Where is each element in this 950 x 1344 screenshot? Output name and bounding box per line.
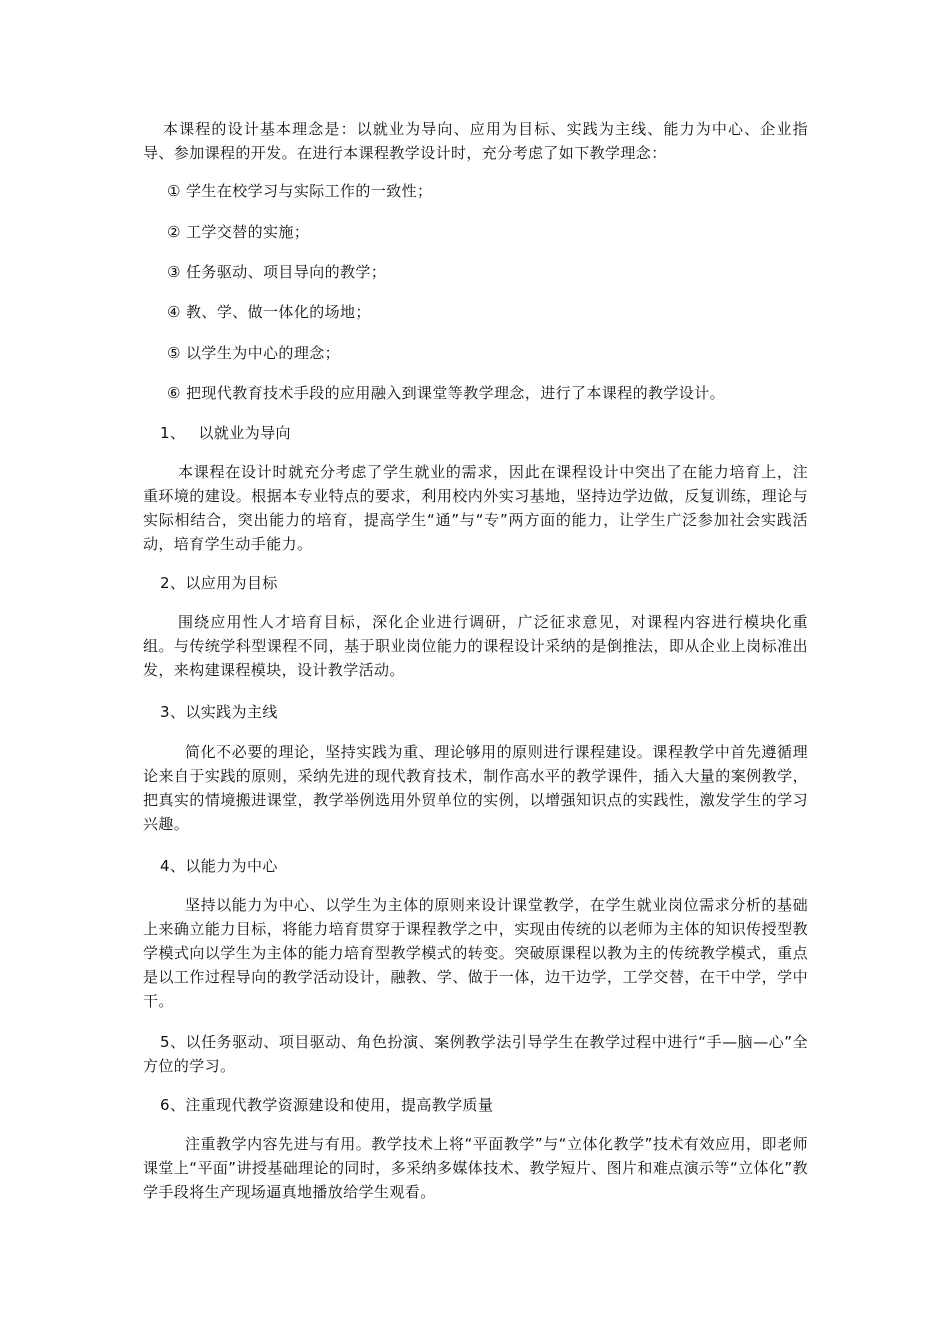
section-1-body: 本课程在设计时就充分考虑了学生就业的需求，因此在课程设计中突出了在能力培育上，注重环境的建设。根据本专业特点的要求，利用校内外实习基地，坚持边学边做，反复训练，理论与实际相结合，突出能力的培育，提高学生“通”与“专”两方面的能力，让学生广泛参加社会实践活动，培育学生动手能力。	[143, 463, 808, 553]
section-2-heading: 2、以应用为目标	[160, 574, 278, 592]
principle-2: ② 工学交替的实施；	[167, 223, 310, 241]
principle-5: ⑤ 以学生为中心的理念；	[167, 344, 341, 362]
principle-1: ① 学生在校学习与实际工作的一致性；	[167, 182, 433, 200]
intro-paragraph: 本课程的设计基本理念是：以就业为导向、应用为目标、实践为主线、能力为中心、企业指导、参加课程的开发。在进行本课程教学设计时，充分考虑了如下教学理念：	[143, 120, 808, 162]
section-3-body: 简化不必要的理论，坚持实践为重、理论够用的原则进行课程建设。课程教学中首先遵循理论来自于实践的原则，采纳先进的现代教育技术，制作高水平的教学课件，插入大量的案例教学，把真实的情境搬进课堂，教学举例选用外贸单位的实例，以增强知识点的实践性，激发学生的学习兴趣。	[143, 743, 808, 833]
section-4-heading: 4、以能力为中心	[160, 857, 278, 875]
section-6-heading: 6、注重现代教学资源建设和使用，提高教学质量	[160, 1096, 494, 1114]
section-3-heading: 3、以实践为主线	[160, 703, 278, 721]
section-5-heading: 5、以任务驱动、项目驱动、角色扮演、案例教学法引导学生在教学过程中进行“手—脑—心”全方位的学习。	[143, 1033, 808, 1075]
principle-6: ⑥ 把现代教育技术手段的应用融入到课堂等教学理念，进行了本课程的教学设计。	[167, 384, 726, 402]
section-6-body: 注重教学内容先进与有用。教学技术上将“平面教学”与“立体化教学”技术有效应用，即老师课堂上“平面”讲授基础理论的同时，多采纳多媒体技术、教学短片、图片和难点演示等“立体化”教学手段将生产现场逼真地播放给学生观看。	[143, 1135, 808, 1201]
section-1-heading: 1、 以就业为导向	[160, 424, 291, 442]
principle-3: ③ 任务驱动、项目导向的教学；	[167, 263, 387, 281]
section-4-body: 坚持以能力为中心、以学生为主体的原则来设计课堂教学，在学生就业岗位需求分析的基础上来确立能力目标，将能力培育贯穿于课程教学之中，实现由传统的以老师为主体的知识传授型教学模式向以学生为主体的能力培育型教学模式的转变。突破原课程以教为主的传统教学模式，重点是以工作过程导向的教学活动设计，融教、学、做于一体，边干边学，工学交替，在干中学，学中干。	[143, 896, 808, 1010]
principle-4: ④ 教、学、做一体化的场地；	[167, 303, 371, 321]
section-2-body: 围绕应用性人才培育目标，深化企业进行调研，广泛征求意见，对课程内容进行模块化重组。与传统学科型课程不同，基于职业岗位能力的课程设计采纳的是倒推法，即从企业上岗标准出发，来构建课程模块，设计教学活动。	[143, 613, 808, 679]
